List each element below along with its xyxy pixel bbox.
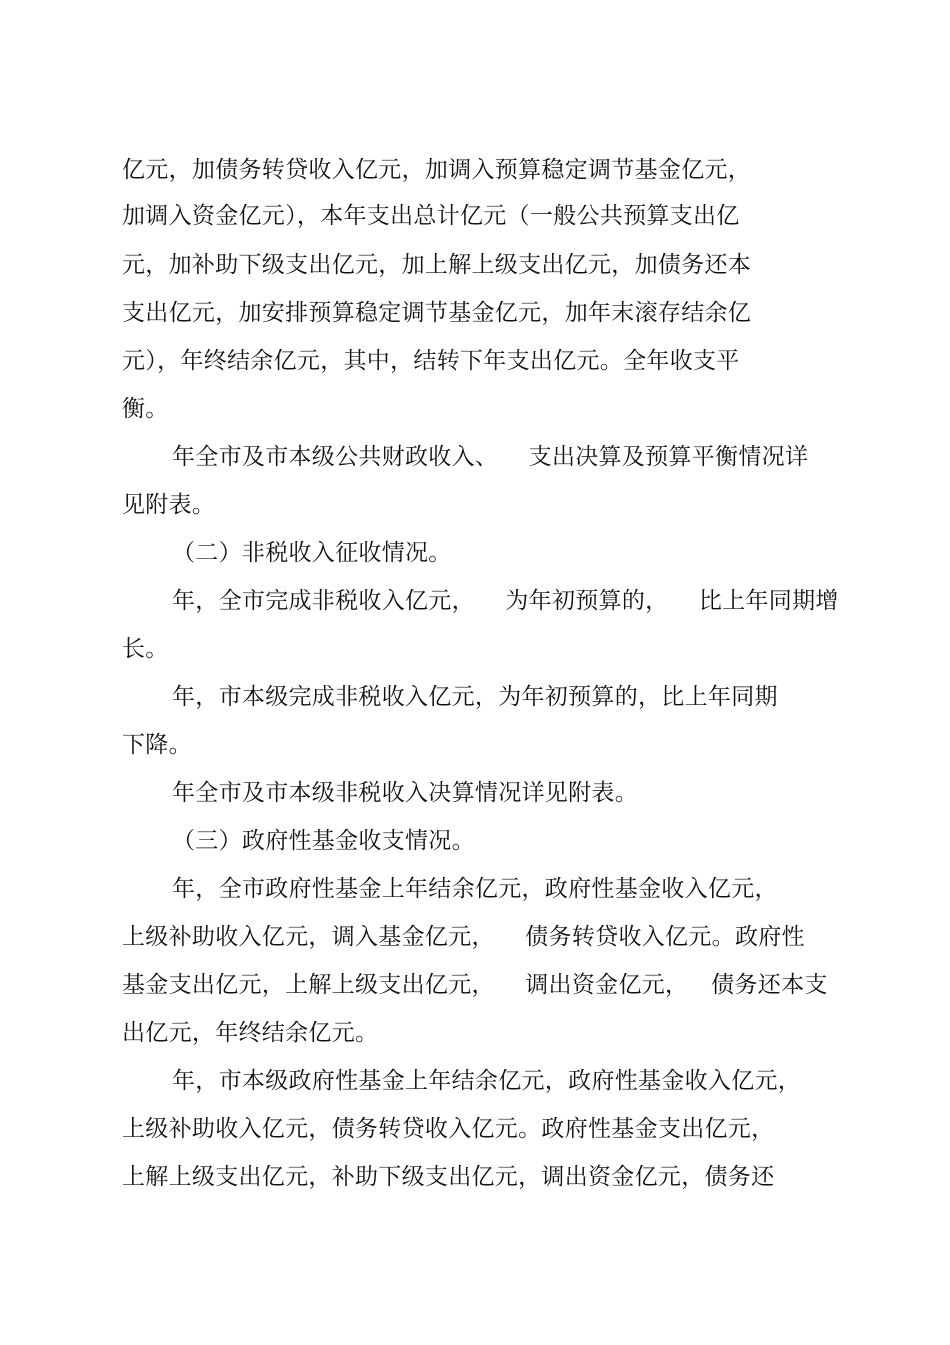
text-line: 加调入资金亿元），本年支出总计亿元（一般公共预算支出亿 — [122, 203, 740, 229]
text-line: 上级补助收入亿元，调入基金亿元， 债务转贷收入亿元。政府性 — [122, 924, 805, 950]
text-line: 年全市及市本级非税收入决算情况详见附表。 — [172, 780, 638, 806]
text-line: 年，市本级政府性基金上年结余亿元，政府性基金收入亿元， — [172, 1068, 802, 1094]
section-heading: （三）政府性基金收支情况。 — [172, 828, 475, 854]
text-line: 元），年终结余亿元，其中，结转下年支出亿元。全年收支平 — [122, 348, 740, 374]
text-line: 年，市本级完成非税收入亿元，为年初预算的，比上年同期 — [172, 684, 778, 710]
section-heading: （二）非税收入征收情况。 — [172, 540, 452, 566]
text-line: 上级补助收入亿元，债务转贷收入亿元。政府性基金支出亿元， — [122, 1116, 775, 1142]
text-line: 出亿元，年终结余亿元。 — [122, 1020, 379, 1046]
text-line: 衡。 — [122, 396, 169, 422]
text-line: 基金支出亿元，上解上级支出亿元， 调出资金亿元， 债务还本支 — [122, 972, 828, 998]
text-line: 支出亿元，加安排预算稳定调节基金亿元，加年末滚存结余亿 — [122, 300, 752, 326]
text-line: 年，全市政府性基金上年结余亿元，政府性基金收入亿元， — [172, 876, 778, 902]
text-line: 亿元，加债务转贷收入亿元，加调入预算稳定调节基金亿元， — [122, 157, 752, 183]
text-line: 上解上级支出亿元，补助下级支出亿元，调出资金亿元，债务还 — [122, 1164, 775, 1190]
text-line: 年全市及市本级公共财政收入、 支出决算及预算平衡情况详 — [172, 444, 809, 470]
text-line: 元，加补助下级支出亿元，加上解上级支出亿元，加债务还本 — [122, 252, 752, 278]
text-line: 年，全市完成非税收入亿元， 为年初预算的， 比上年同期增 — [172, 588, 839, 614]
text-line: 长。 — [122, 636, 169, 662]
text-line: 下降。 — [122, 732, 192, 758]
text-line: 见附表。 — [122, 492, 216, 518]
